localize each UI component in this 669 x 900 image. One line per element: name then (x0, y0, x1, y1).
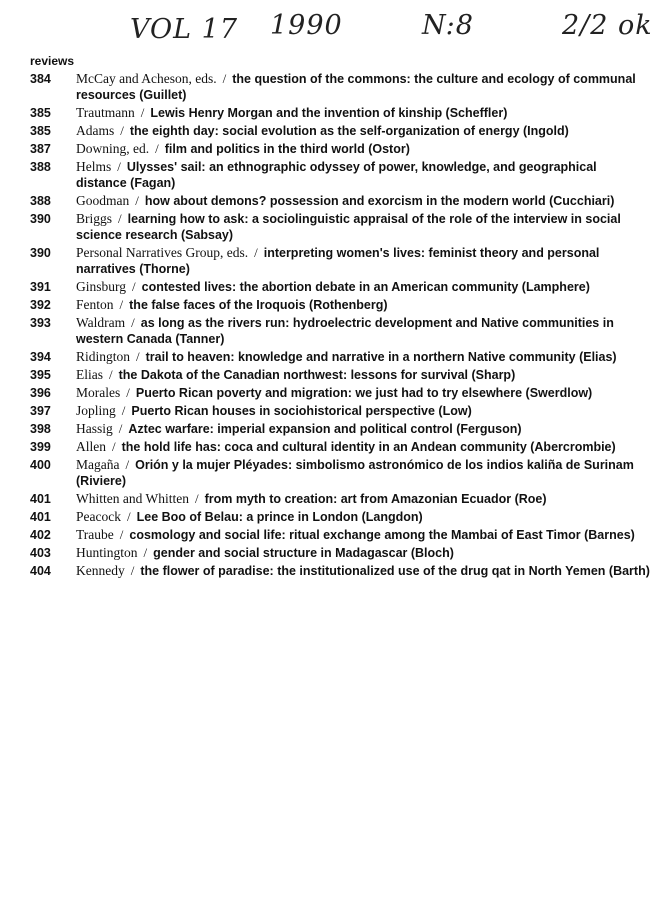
book-author: Briggs (76, 211, 113, 226)
book-title-and-reviewer: from myth to creation: art from Amazonian Ecuador (Roe) (204, 492, 547, 506)
page-number: 402 (30, 528, 51, 542)
review-entry (30, 439, 650, 455)
review-content (76, 349, 650, 365)
book-title-and-reviewer: Lee Boo of Belau: a prince in London (Langdon) (136, 510, 423, 524)
book-title-and-reviewer: interpreting women's lives: feminist theory and personal narratives (Thorne) (76, 246, 600, 276)
book-author: Elias (76, 367, 103, 382)
review-entry (30, 193, 650, 209)
handwritten-year: 1990 (270, 10, 343, 41)
separator: / (119, 527, 124, 542)
book-author: Ginsburg (76, 279, 127, 294)
separator: / (135, 193, 139, 208)
review-content (76, 563, 650, 579)
review-content (76, 141, 650, 157)
book-author: Trautmann (76, 105, 135, 120)
page-number: 401 (30, 510, 51, 524)
review-content (76, 403, 650, 419)
review-entry (30, 141, 650, 157)
book-author: Adams (76, 123, 115, 138)
book-title-and-reviewer: contested lives: the abortion debate in an American community (Lamphere) (141, 280, 590, 294)
book-author: Ridington (76, 349, 131, 364)
book-title-and-reviewer: Lewis Henry Morgan and the invention of kinship (Scheffler) (150, 106, 508, 120)
book-title-and-reviewer: Aztec warfare: imperial expansion and political control (Ferguson) (128, 422, 522, 436)
page-number: 388 (30, 194, 51, 208)
page-number: 403 (30, 546, 51, 560)
review-content (76, 105, 650, 121)
review-content (76, 421, 650, 437)
review-entry (30, 349, 650, 365)
separator: / (109, 367, 113, 382)
book-author: Kennedy (76, 563, 125, 578)
separator: / (121, 403, 126, 418)
separator: / (125, 457, 130, 472)
review-content (76, 279, 650, 295)
book-title-and-reviewer: gender and social structure in Madagascar (Bloch) (153, 546, 454, 560)
page-number: 388 (30, 160, 51, 174)
review-entry (30, 545, 650, 561)
review-entry (30, 105, 650, 121)
book-author: Downing, ed. (76, 141, 150, 156)
book-title-and-reviewer: cosmology and social life: ritual exchange among the Mambai of East Timor (Barnes) (129, 528, 635, 542)
handwritten-number: N:8 (422, 10, 474, 41)
page-number: 393 (30, 316, 51, 330)
book-author: Whitten and Whitten (76, 491, 189, 506)
review-entry (30, 385, 650, 401)
review-content (76, 527, 650, 543)
page-number: 384 (30, 72, 51, 86)
separator: / (126, 509, 131, 524)
separator: / (118, 421, 123, 436)
separator: / (118, 211, 122, 226)
separator: / (194, 491, 199, 506)
book-title-and-reviewer: the question of the commons: the culture and ecology of communal resources (Guillet) (76, 72, 636, 102)
page-number: 385 (30, 106, 51, 120)
separator: / (254, 245, 258, 260)
review-content (76, 545, 650, 561)
review-entry (30, 563, 650, 579)
separator: / (131, 315, 135, 330)
review-entry (30, 315, 650, 347)
book-title-and-reviewer: Ulysses' sail: an ethnographic odyssey of power, knowledge, and geographical distance (Fagan) (76, 160, 597, 190)
book-title-and-reviewer: Orión y la mujer Pléyades: simbolismo astronómico de los indios kaliña de Surinam (Riviere) (76, 458, 634, 488)
separator: / (117, 159, 121, 174)
book-author: Helms (76, 159, 112, 174)
review-entry (30, 71, 650, 103)
review-entry (30, 367, 650, 383)
review-content (76, 385, 650, 401)
page-number: 399 (30, 440, 51, 454)
review-content (76, 439, 650, 455)
review-entry (30, 491, 650, 507)
separator: / (136, 349, 140, 364)
separator: / (126, 385, 130, 400)
book-title-and-reviewer: how about demons? possession and exorcism in the modern world (Cucchiari) (144, 194, 615, 208)
page-number: 398 (30, 422, 51, 436)
book-title-and-reviewer: the Dakota of the Canadian northwest: lessons for survival (Sharp) (118, 368, 516, 382)
review-content (76, 457, 650, 489)
review-content (76, 193, 650, 209)
page-number: 387 (30, 142, 51, 156)
book-title-and-reviewer: Puerto Rican houses in sociohistorical perspective (Low) (131, 404, 472, 418)
separator: / (120, 123, 124, 138)
review-content (76, 491, 650, 507)
review-content (76, 315, 650, 347)
review-entry (30, 245, 650, 277)
review-content (76, 297, 650, 313)
review-entry (30, 297, 650, 313)
book-author: Hassig (76, 421, 113, 436)
book-title-and-reviewer: as long as the rivers run: hydroelectric development and Native communities in western Canada (Tanner) (76, 316, 614, 346)
separator: / (143, 545, 148, 560)
page-number: 385 (30, 124, 51, 138)
separator: / (119, 297, 124, 312)
review-entry (30, 421, 650, 437)
page-number: 390 (30, 246, 51, 260)
page-number: 400 (30, 458, 51, 472)
page-number: 390 (30, 212, 51, 226)
book-title-and-reviewer: film and politics in the third world (Ostor) (164, 142, 410, 156)
separator: / (155, 141, 159, 156)
review-content (76, 509, 650, 525)
page-number: 392 (30, 298, 51, 312)
separator: / (222, 71, 227, 86)
book-author: Fenton (76, 297, 114, 312)
review-content (76, 211, 650, 243)
review-content (76, 123, 650, 139)
book-author: Personal Narratives Group, eds. (76, 245, 249, 260)
review-entry (30, 123, 650, 139)
separator: / (112, 439, 116, 454)
book-title-and-reviewer: trail to heaven: knowledge and narrative in a northern Native community (Elias) (145, 350, 617, 364)
book-author: Goodman (76, 193, 130, 208)
book-author: Magaña (76, 457, 120, 472)
book-author: Allen (76, 439, 106, 454)
separator: / (130, 563, 135, 578)
handwritten-fraction: 2/2 ok (562, 10, 653, 41)
review-entry (30, 211, 650, 243)
book-author: Huntington (76, 545, 138, 560)
separator: / (132, 279, 136, 294)
page-number: 401 (30, 492, 51, 506)
book-title-and-reviewer: the false faces of the Iroquois (Rothenberg) (129, 298, 388, 312)
review-entry (30, 279, 650, 295)
book-title-and-reviewer: learning how to ask: a sociolinguistic appraisal of the role of the interview in social science research (Sabsay) (76, 212, 621, 242)
review-content (76, 367, 650, 383)
book-title-and-reviewer: the eighth day: social evolution as the self-organization of energy (Ingold) (129, 124, 569, 138)
book-author: Peacock (76, 509, 121, 524)
review-content (76, 71, 650, 103)
page-number: 395 (30, 368, 51, 382)
review-content (76, 245, 650, 277)
book-author: McCay and Acheson, eds. (76, 71, 217, 86)
review-entry (30, 527, 650, 543)
book-author: Morales (76, 385, 121, 400)
page-number: 396 (30, 386, 51, 400)
book-title-and-reviewer: the hold life has: coca and cultural identity in an Andean community (Abercrombie) (121, 440, 616, 454)
book-author: Waldram (76, 315, 126, 330)
book-author: Traube (76, 527, 114, 542)
section-label: reviews (30, 54, 75, 68)
page-number: 397 (30, 404, 51, 418)
separator: / (140, 105, 145, 120)
review-list (30, 71, 650, 581)
book-author: Jopling (76, 403, 116, 418)
handwritten-volume: VOL 17 (130, 14, 239, 45)
book-title-and-reviewer: the flower of paradise: the institutionalized use of the drug qat in North Yemen (Barth) (140, 564, 650, 578)
review-entry (30, 159, 650, 191)
page-number: 394 (30, 350, 51, 364)
page-number: 391 (30, 280, 51, 294)
review-content (76, 159, 650, 191)
review-entry (30, 403, 650, 419)
review-entry (30, 509, 650, 525)
book-title-and-reviewer: Puerto Rican poverty and migration: we just had to try elsewhere (Swerdlow) (135, 386, 593, 400)
page-number: 404 (30, 564, 51, 578)
review-entry (30, 457, 650, 489)
